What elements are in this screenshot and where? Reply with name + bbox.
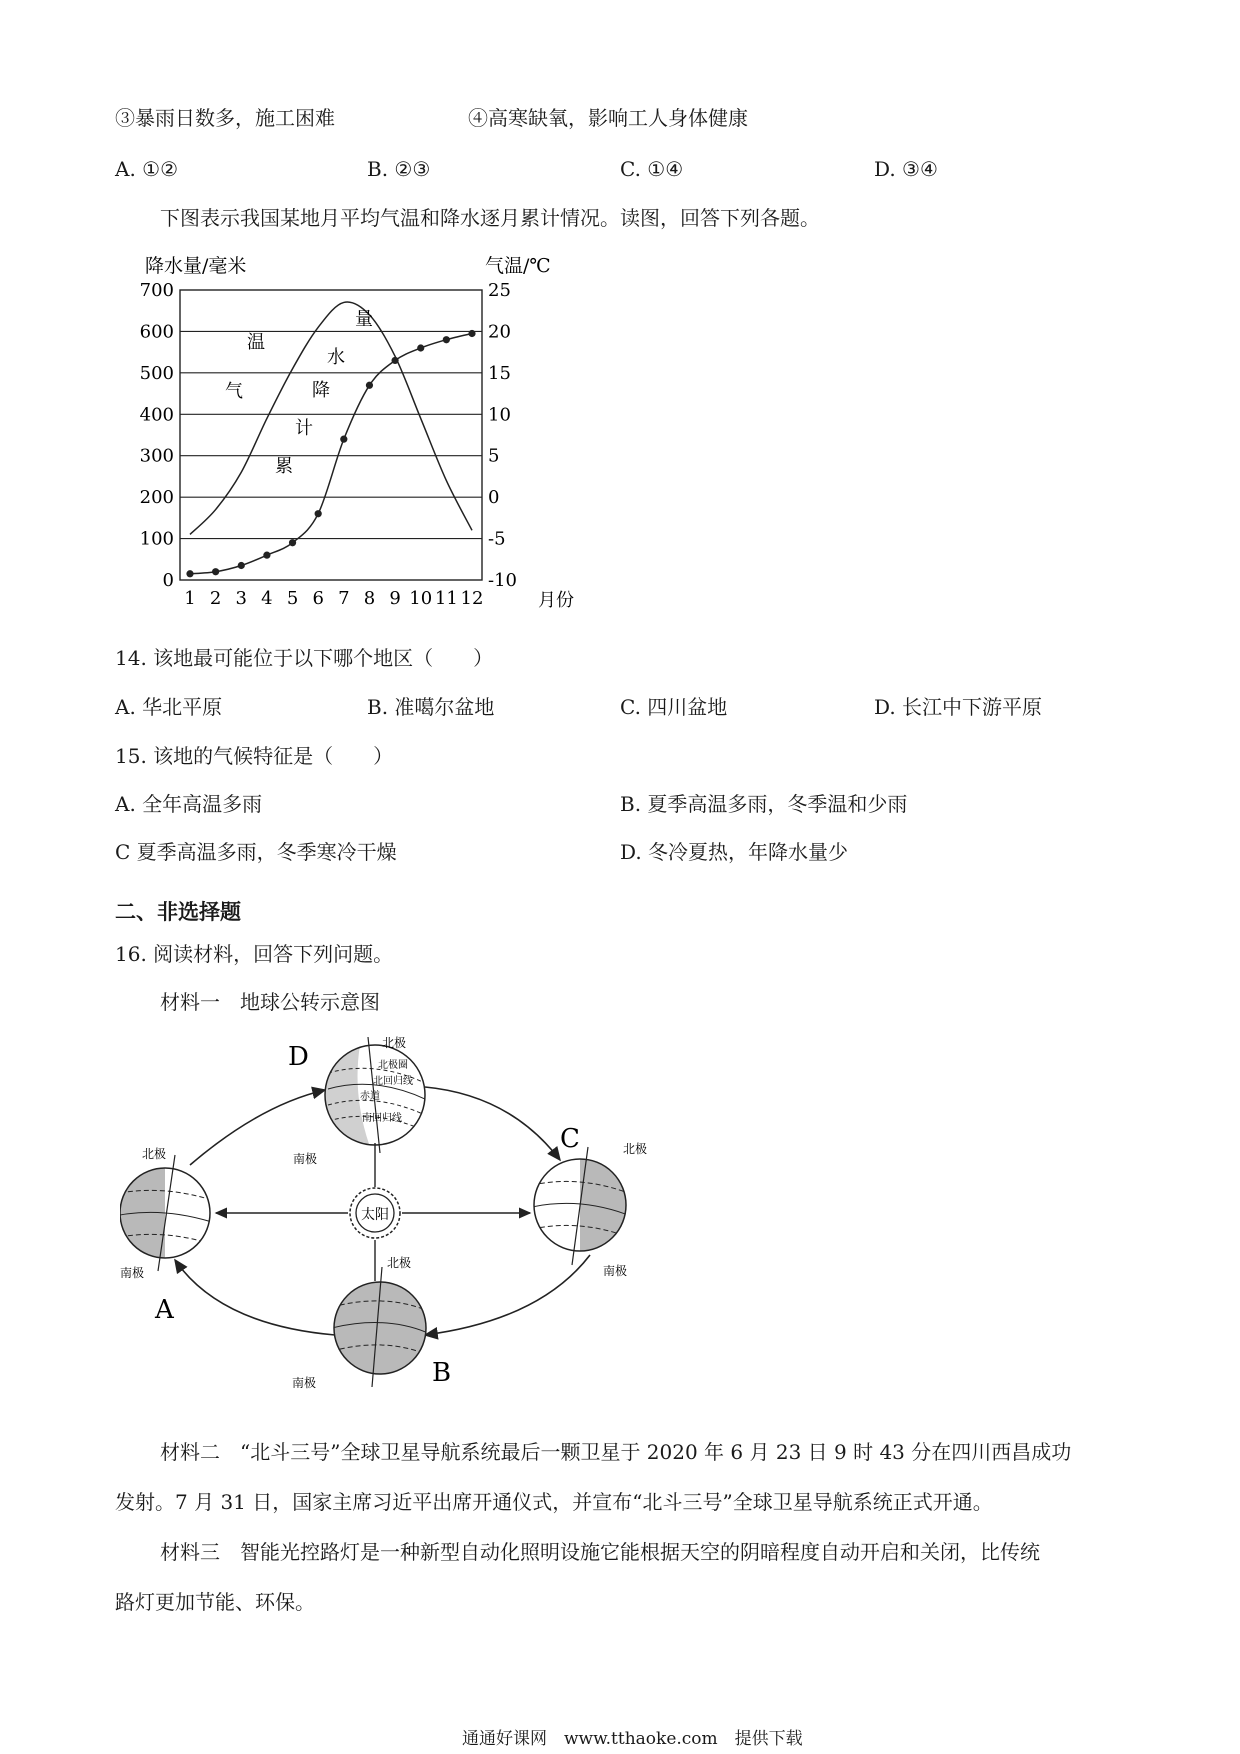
x-tick-label: 2 xyxy=(209,588,222,609)
label-a: A xyxy=(155,1295,174,1325)
x-axis-unit: 月份 xyxy=(538,590,574,611)
x-tick-label: 5 xyxy=(286,588,299,609)
label-b: B xyxy=(432,1358,452,1388)
y-tick-label: 600 xyxy=(139,321,174,343)
section-heading: 二、非选择题 xyxy=(115,900,241,924)
plot-frame xyxy=(180,290,482,580)
material-3-line2: 路灯更加节能、环保。 xyxy=(115,1590,315,1614)
q14-option-d: D. 长江中下游平原 xyxy=(874,695,1043,719)
intro-text: 下图表示我国某地月平均气温和降水逐月累计情况。读图，回答下列各题。 xyxy=(160,206,820,230)
x-tick-label: 12 xyxy=(460,588,484,609)
precipitation-label-char: 累 xyxy=(275,456,293,477)
temperature-label-char: 气 xyxy=(225,381,243,402)
q15-option-b: B. 夏季高温多雨，冬季温和少雨 xyxy=(620,792,908,816)
precipitation-line xyxy=(190,334,472,574)
y-tick-label: 300 xyxy=(139,445,174,467)
q13-option-c: C. ①④ xyxy=(620,157,684,181)
earth-a xyxy=(120,1146,215,1325)
y2-tick-label: 15 xyxy=(488,362,511,384)
q15-option-c: C 夏季高温多雨，冬季寒冷干燥 xyxy=(115,840,397,864)
y2-axis-label: 气温/℃ xyxy=(485,255,551,277)
sun xyxy=(350,1188,400,1238)
y-tick-label: 700 xyxy=(139,280,174,301)
q15-option-a: A. 全年高温多雨 xyxy=(115,792,263,816)
y2-tick-label: -5 xyxy=(488,528,506,550)
y-tick-label: 100 xyxy=(139,528,174,550)
x-tick-label: 6 xyxy=(312,588,324,609)
y2-tick-label: 5 xyxy=(488,445,500,467)
q13-option-b: B. ②③ xyxy=(367,157,431,181)
precipitation-point xyxy=(391,357,398,364)
climate-chart xyxy=(130,250,600,620)
q15-stem: 15. 该地的气候特征是（ ） xyxy=(115,744,394,768)
tropic-cancer-label: 北回归线 xyxy=(373,1076,413,1087)
x-tick-label: 1 xyxy=(184,588,196,609)
precipitation-point xyxy=(212,568,219,575)
q14-option-a: A. 华北平原 xyxy=(115,695,223,719)
x-tick-label: 10 xyxy=(409,588,433,609)
earth-b-north: 北极 xyxy=(387,1256,412,1270)
earth-d-south: 南极 xyxy=(293,1152,318,1166)
precipitation-point xyxy=(340,436,347,443)
q14-option-c: C. 四川盆地 xyxy=(620,695,728,719)
q15-option-d: D. 冬冷夏热，年降水量少 xyxy=(620,840,849,864)
precipitation-point xyxy=(186,570,193,577)
arctic-circle-label: 北极圈 xyxy=(378,1060,408,1071)
x-tick-label: 8 xyxy=(363,588,376,609)
page-footer: 通通好课网 www.tthaoke.com 提供下载 xyxy=(462,1729,803,1749)
y-axis-label: 降水量/毫米 xyxy=(145,255,247,277)
precipitation-label-char: 计 xyxy=(295,418,313,439)
earth-d-north: 北极 xyxy=(382,1036,407,1050)
material-2-line1: 材料二 “北斗三号”全球卫星导航系统最后一颗卫星于 2020 年 6 月 23 日 9 时 43 分在四川西昌成功 xyxy=(160,1440,1072,1464)
x-tick-label: 3 xyxy=(235,588,247,609)
earth-c-south: 南极 xyxy=(603,1264,628,1278)
label-d: D xyxy=(288,1042,309,1072)
precipitation-point xyxy=(263,552,270,559)
y2-tick-label: 20 xyxy=(488,321,511,343)
q13-option-a: A. ①② xyxy=(115,157,179,181)
precipitation-point xyxy=(366,382,373,389)
material-3-line1: 材料三 智能光控路灯是一种新型自动化照明设施它能根据天空的阴暗程度自动开启和关闭，比传统 xyxy=(160,1540,1040,1564)
earth-a-south: 南极 xyxy=(120,1266,145,1280)
y2-tick-label: 10 xyxy=(488,404,511,426)
tropic-capricorn-label: 南回归线 xyxy=(362,1113,402,1124)
earth-d xyxy=(288,1035,425,1166)
earth-a-north: 北极 xyxy=(142,1147,167,1161)
temperature-label-char: 温 xyxy=(247,332,265,353)
x-tick-label: 4 xyxy=(261,588,273,609)
sun-label: 太阳 xyxy=(361,1207,389,1223)
temperature-line xyxy=(190,302,472,534)
label-c: C xyxy=(560,1124,580,1154)
precipitation-point xyxy=(238,562,245,569)
orbit-diagram xyxy=(120,1035,680,1395)
earth-b-south: 南极 xyxy=(292,1376,317,1390)
y-tick-label: 400 xyxy=(139,404,174,426)
y-tick-label: 200 xyxy=(139,487,174,509)
y-tick-label: 0 xyxy=(162,570,174,591)
q16-stem: 16. 阅读材料，回答下列问题。 xyxy=(115,942,394,966)
x-tick-label: 11 xyxy=(434,588,458,609)
precipitation-point xyxy=(289,539,296,546)
y2-tick-label: 25 xyxy=(488,280,511,301)
precipitation-label-char: 降 xyxy=(312,380,330,401)
precipitation-point xyxy=(468,330,475,337)
equator-label: 赤道 xyxy=(360,1091,380,1102)
y2-tick-label: -10 xyxy=(488,570,517,591)
option-3: ③暴雨日数多，施工困难 xyxy=(115,106,335,130)
material-2-line2: 发射。7 月 31 日，国家主席习近平出席开通仪式，并宣布“北斗三号”全球卫星导航系统正式开通。 xyxy=(115,1490,993,1514)
x-tick-label: 9 xyxy=(389,588,401,609)
precipitation-point xyxy=(315,510,322,517)
y-tick-label: 500 xyxy=(139,362,174,384)
precipitation-point xyxy=(443,336,450,343)
y2-tick-label: 0 xyxy=(488,487,500,509)
q13-option-d: D. ③④ xyxy=(874,157,938,181)
q14-option-b: B. 准噶尔盆地 xyxy=(367,695,495,719)
precipitation-point xyxy=(417,344,424,351)
precipitation-label-char: 水 xyxy=(327,347,345,368)
option-4: ④高寒缺氧，影响工人身体健康 xyxy=(468,106,748,130)
precipitation-label-char: 量 xyxy=(355,309,373,330)
earth-c-north: 北极 xyxy=(623,1142,648,1156)
material-1-caption: 材料一 地球公转示意图 xyxy=(160,990,380,1014)
earth-b xyxy=(292,1255,451,1390)
q14-stem: 14. 该地最可能位于以下哪个地区（ ） xyxy=(115,646,494,670)
x-tick-label: 7 xyxy=(338,588,350,609)
